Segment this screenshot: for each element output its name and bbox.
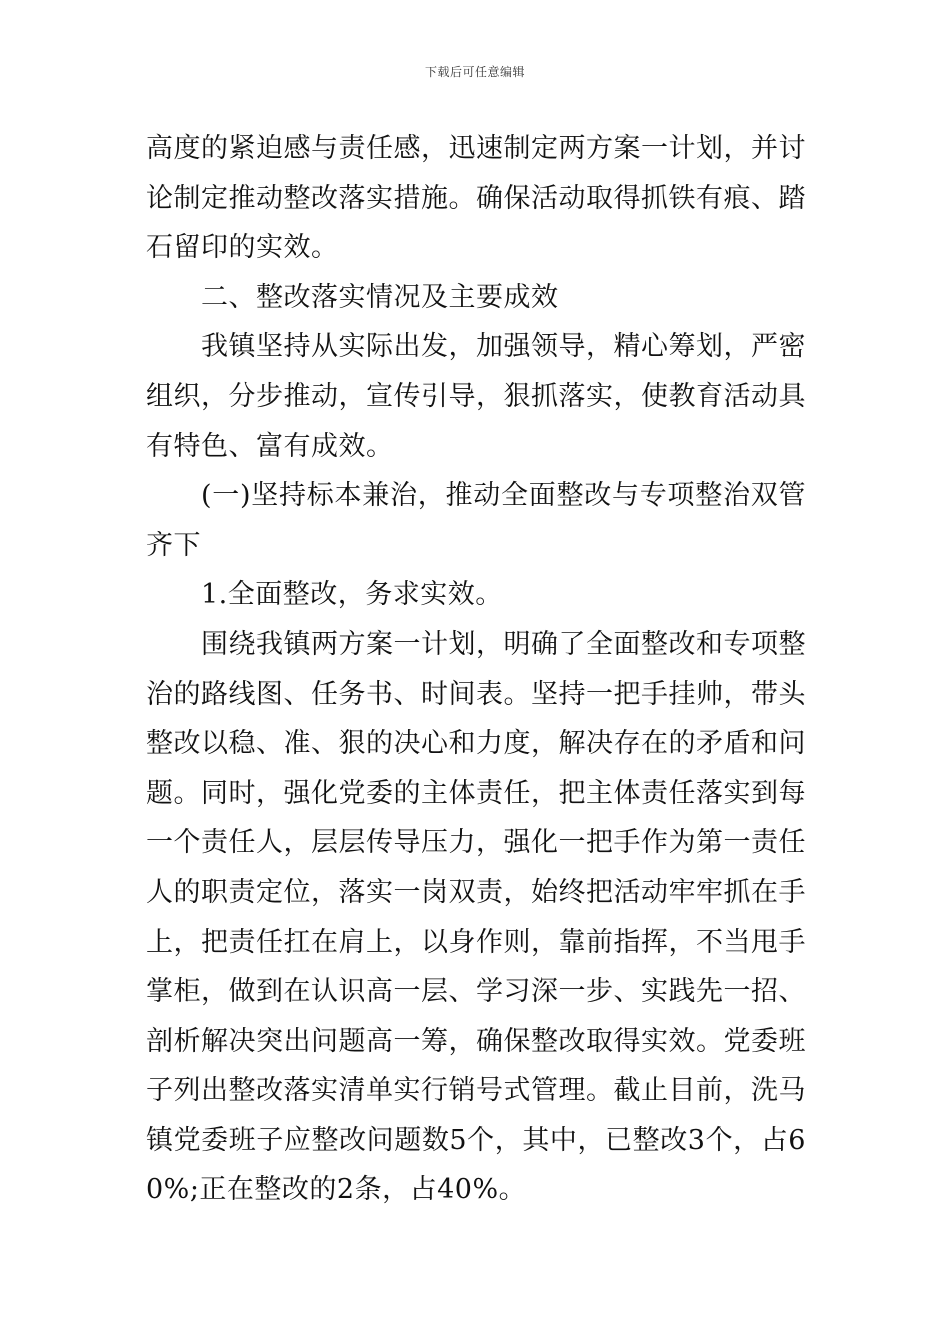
item-heading: 1.全面整改，务求实效。 — [201, 579, 503, 611]
page-header: 下载后可任意编辑 — [424, 65, 525, 79]
paragraph-continuation: 高度的紧迫感与责任感，迅速制定两方案一计划，并讨论制定推动整改落实措施。确保活动取得抓铁有痕、踏石留印的实效。 — [146, 133, 806, 264]
section-heading: 二、整改落实情况及主要成效 — [201, 281, 559, 313]
document-body — [146, 124, 806, 1215]
subsection-heading: (一)坚持标本兼治，推动全面整改与专项整治双管齐下 — [146, 480, 806, 561]
paragraph-details: 围绕我镇两方案一计划，明确了全面整改和专项整治的路线图、任务书、时间表。坚持一把手挂帅，带头整改以稳、准、狠的决心和力度，解决存在的矛盾和问题。同时，强化党委的主体责任，把主体责任落实到每一个责任人，层层传导压力，强化一把手作为第一责任人的职责定位，落实一岗双责，始终把活动牢牢抓在手上，把责任扛在肩上，以身作则，靠前指挥，不当甩手掌柜，做到在认识高一层、学习深一步、实践先一招、剖析解决突出问题高一筹，确保整改取得实效。党委班子列出整改落实清单实行销号式管理。截止目前，洗马镇党委班子应整改问题数5个，其中，已整改3个，占60%;正在整改的2条，占40%。 — [146, 628, 806, 1206]
paragraph-overview: 我镇坚持从实际出发，加强领导，精心筹划，严密组织，分步推动，宣传引导，狠抓落实，使教育活动具有特色、富有成效。 — [146, 331, 806, 462]
